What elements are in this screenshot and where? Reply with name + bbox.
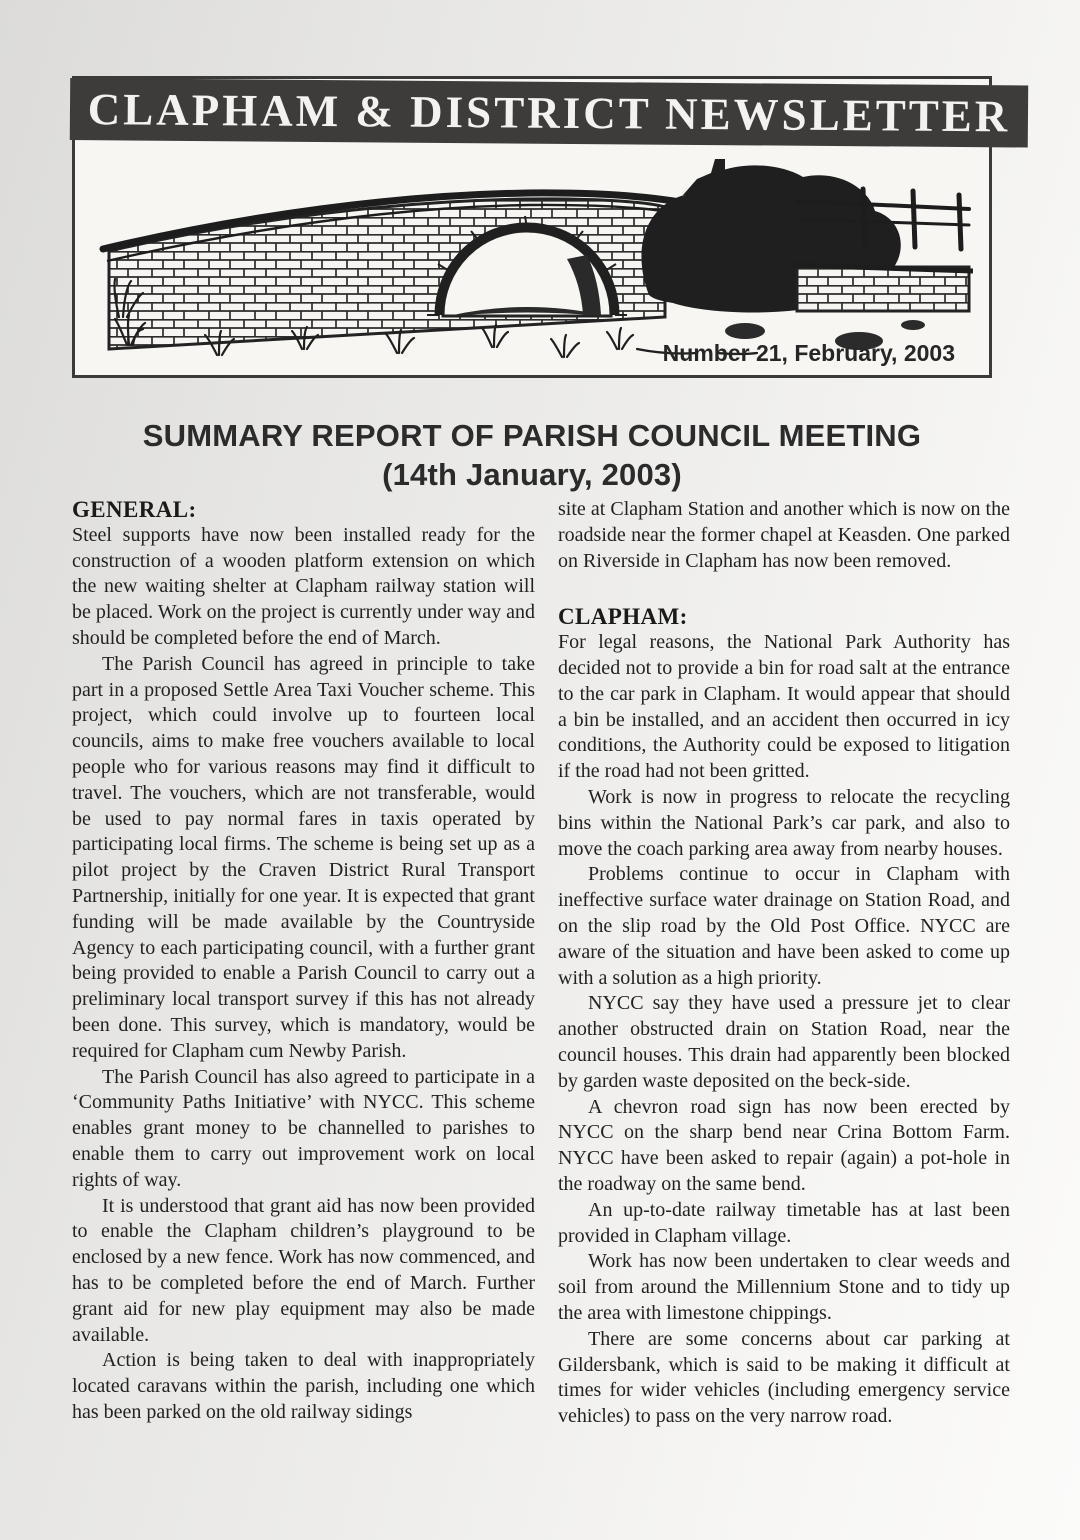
paragraph: The Parish Council has agreed in principle to take part in a proposed Settle Area Taxi Voucher scheme. This project, which could involve up to fourteen local councils, aims to make free vouchers available to local people who for various reasons may find it difficult to travel. The vouchers, which are not transferable, would be used to pay normal fares in taxis operated by participating local firms. The scheme is being set up as a pilot project by the Craven District Rural Transport Partnership, initially for one year. It is expected that grant funding will be made available by the Countryside Agency to each participating council, with a further grant being provided to enable a Parish Council to carry out a preliminary local transport survey if this has not already been done. This survey, which is mandatory, would be required for Clapham cum Newby Parish.	[72, 652, 535, 1062]
paragraph: Steel supports have now been installed ready for the construction of a wooden platform extension on which the new waiting shelter at Clapham railway station will be placed. Work on the project is currently under way and should be completed before the end of March.	[72, 523, 535, 649]
paragraph: It is understood that grant aid has now been provided to enable the Clapham children’s playground to be enclosed by a new fence. Work has now commenced, and has to be completed before the end of March. Further grant aid for new play equipment may also be made available.	[72, 1194, 535, 1346]
issue-number: Number 21, February, 2003	[662, 340, 955, 366]
paragraph-continuation: site at Clapham Station and another which is now on the roadside near the former chapel at Keasden. One parked on Riverside in Clapham has now been removed.	[558, 498, 1010, 572]
paragraph: Work has now been undertaken to clear weeds and soil from around the Millennium Stone and to tidy up the area with limestone chippings.	[558, 1250, 1010, 1324]
article-title-line2: (14th January, 2003)	[382, 457, 682, 492]
left-column	[72, 497, 535, 1430]
paragraph: Work is now in progress to relocate the recycling bins within the National Park’s car park, and also to move the coach parking area away from nearby houses.	[558, 785, 1010, 860]
section-heading-general: GENERAL:	[72, 497, 197, 522]
paragraph: Action is being taken to deal with inappropriately located caravans within the parish, including one which has been parked on the old railway sidings	[72, 1349, 535, 1423]
article-body	[72, 497, 1010, 1430]
paragraph: NYCC say they have used a pressure jet to clear another obstructed drain on Station Road, near the council houses. This drain had apparently been blocked by garden waste deposited on the beck-side.	[558, 992, 1010, 1092]
paragraph: The Parish Council has also agreed to participate in a ‘Community Paths Initiative’ with NYCC. This scheme enables grant money to be channelled to parishes to enable them to carry out improvement work on local rights of way.	[72, 1065, 535, 1191]
article-title-line1: SUMMARY REPORT OF PARISH COUNCIL MEETING	[142, 418, 922, 453]
masthead-box	[72, 76, 1011, 378]
paragraph: An up-to-date railway timetable has at last been provided in Clapham village.	[558, 1198, 1010, 1247]
right-column	[558, 497, 1010, 1430]
paragraph: There are some concerns about car parking at Gildersbank, which is said to be making it difficult at times for wider vehicles (including emergency service vehicles) to pass on the very narrow road.	[558, 1327, 1010, 1428]
paragraph: Problems continue to occur in Clapham with ineffective surface water drainage on Station Road, and on the slip road by the Old Post Office. NYCC are aware of the situation and have been asked to come up with a solution as a high priority.	[558, 863, 1010, 989]
bridge-illustration	[97, 149, 973, 367]
paragraph: A chevron road sign has now been erected by NYCC on the sharp bend near Crina Bottom Farm. NYCC have been asked to repair (again) a pot-hole in the roadway on the same bend.	[558, 1095, 1010, 1195]
newsletter-title-band	[70, 78, 1028, 148]
section-heading-clapham: CLAPHAM:	[558, 604, 688, 630]
newsletter-title: CLAPHAM & DISTRICT NEWSLETTER	[87, 84, 1011, 142]
paragraph: For legal reasons, the National Park Authority has decided not to provide a bin for road salt at the entrance to the car park in Clapham. It would appear that should a bin be installed, and an accident then occurred in icy conditions, the Authority could be exposed to litigation if the road had not been gritted.	[558, 631, 1010, 783]
article-headline	[72, 416, 992, 494]
